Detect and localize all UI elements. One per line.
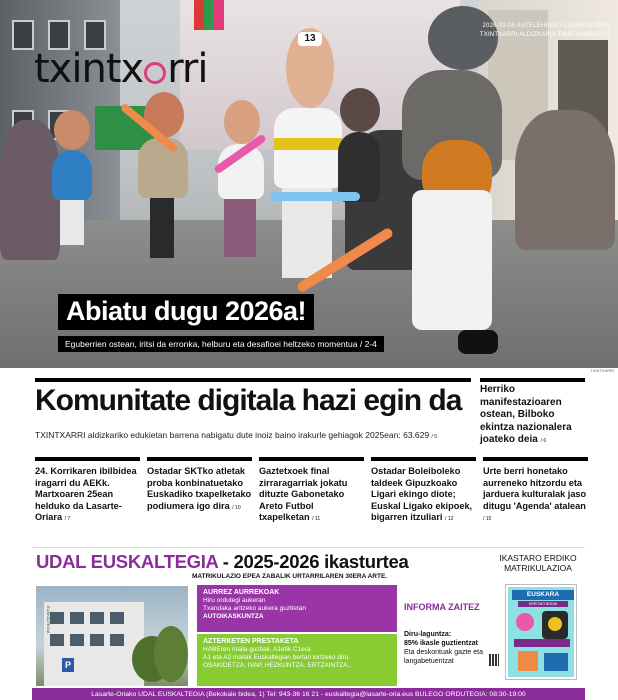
building-name: EUSKALTEGIA (46, 606, 51, 634)
page-ref: / 15 (483, 516, 492, 523)
teaser-2[interactable]: Ostadar SKTko atletak proba konbinatuetako Euskadiko txapelketako podiumera igo dira / 10 (147, 457, 252, 514)
parking-sign-icon: P (62, 658, 74, 672)
page-ref: / 10 (232, 504, 241, 511)
dateline-line-2: TXINTXARRI ALDIZKARIA TXINTXARRI.EUS (479, 32, 610, 38)
bighead-figure-3 (212, 100, 268, 260)
teaser-3[interactable]: Gaztetxoek final zirraragarriak jokatu dituzte Gabonetako Areto Futbol txapelketan / 11 (259, 457, 364, 526)
teaser-5[interactable]: Urte berri honetako aurreneko hitzordu eta jarduera kulturalak jaso ditugu 'Agenda' atalean / 15 (483, 457, 588, 526)
mid-course-enrollment: IKASTARO ERDIKO MATRIKULAZIOA (499, 553, 577, 573)
qr-code-icon[interactable] (489, 654, 499, 666)
devil-figure (372, 0, 522, 366)
page-ref: / 5 (431, 434, 438, 440)
lead-rule (35, 378, 471, 382)
ad-footer-contact: Lasarte-Oriako UDAL EUSKALTEGIA (Bekokale bidea, 1) Tel: 943-36 16 21 - euskaltegia@lasarte-oria.eus BULEGO ORDUTEGIA: 08:30-19:00 (32, 688, 585, 700)
ad-title: UDAL EUSKALTEGIA - 2025-2026 ikasturtea (36, 551, 409, 572)
side-rule (480, 378, 585, 382)
hero-subline: Eguberrien ostean, iritsi da erronka, helburu eta desafioei heltzeko momentua / 2-4 (58, 336, 384, 352)
page-ref: / 12 (445, 516, 454, 523)
hero-headline: Abiatu dugu 2026a! (58, 294, 314, 330)
exam-preparation-box: AZTERKETEN PRESTAKETA HABEren maila guztiak. A1etik C1era A1 eta A2 mailak Euskaltegian bertan lortzeko diru. OSAKIDETZA, IVAP, HEZKUNTZA, ERTZAINTZA... (197, 634, 397, 686)
dateline-line-1: 2026-01-05 ASTELEHENA / LASARTE-ORIA (482, 23, 610, 29)
in-person-courses-box: AURREZ AURREKOAK Hiru ordutegi aukeran Txandaka aritzeko aukera guztietan AUTOIKASKUNTZA (197, 585, 397, 632)
euskara-poster: EUSKARA ERRITMO BIZIAN (506, 585, 576, 679)
masthead-logo[interactable]: txintx rri (34, 46, 208, 92)
subsidy-info: Diru-laguntza: 85% ikasle guztientzat Eta deskontuak gazte eta langabetuentzat (404, 631, 483, 665)
dateline (480, 22, 610, 40)
euskaltegia-advertisement[interactable] (32, 547, 585, 700)
teaser-4[interactable]: Ostadar Boleiboleko taldeek Gipuzkoako Ligari ekingo diote; Euskal Ligako ekipoek, bigarren itzuliari / 12 (371, 457, 476, 526)
page-ref: / 6 (540, 438, 547, 444)
page-ref: / 7 (64, 516, 71, 523)
lead-headline[interactable]: Komunitate digitala hazi egin da (35, 384, 462, 417)
photo-credit: TXINTXARRI (590, 368, 614, 373)
runner-number: 13 (298, 32, 322, 46)
logo-ring-icon (144, 62, 166, 84)
bighead-figure-1 (46, 110, 96, 250)
ad-matriculation-notice: MATRIKULAZIO EPEA ZABALIK URTARRILAREN 30ERA ARTE. (192, 573, 388, 580)
informa-zaitez: INFORMA ZAITEZ (404, 602, 480, 612)
lead-summary: TXINTXARRI aldizkariko edukietan barrena nabigatu dute inoiz baino irakurle gehiagok 2025ean: 63.629 / 5 (35, 430, 438, 440)
page-ref: / 11 (312, 516, 321, 523)
ad-building-photo (36, 586, 188, 686)
side-story[interactable]: Herriko manifestazioaren ostean, Bilboko ekintza nazionalera joateko deia / 6 (480, 384, 572, 445)
teaser-1[interactable]: 24. Korrikaren ibilbidea iragarri du AEKk. Martxoaren 25ean helduko da Lasarte-Oriara / 7 (35, 457, 140, 526)
